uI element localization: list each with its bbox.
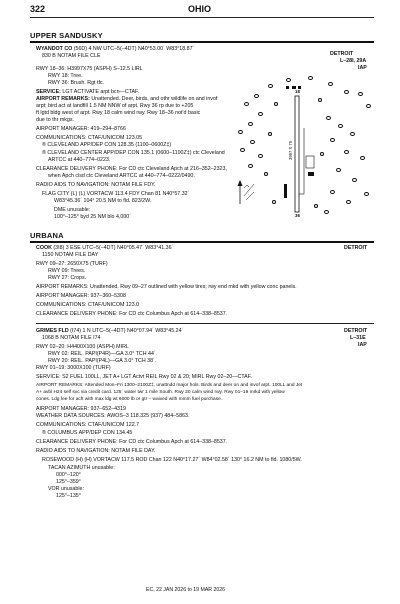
state-title: OHIO [188, 4, 212, 14]
entry-rule [36, 323, 374, 324]
header-rule [30, 17, 374, 18]
approach-icon: ® [42, 142, 46, 148]
approach-icon: ® [42, 430, 46, 436]
tree-icon [318, 98, 322, 102]
tree-icon [274, 102, 278, 106]
runway-main: RWY 18–36: H3997X75 (ASPH) S–12.5 LIRL [36, 66, 143, 72]
tacan-line-1: 000°–120° [56, 472, 81, 478]
obstruction-icon [244, 185, 249, 188]
remarks-label: AIRPORT REMARKS: [36, 96, 90, 102]
elevation-line: 830 B NOTAM FILE CLE [42, 53, 101, 59]
airport-manager: AIRPORT MANAGER: 937–652–4319 [36, 406, 126, 412]
beacon-icon [286, 86, 289, 89]
clearance-line-1: when Apch clsd ctc Cleveland ARTCC at 440–774–0222/0490. [48, 173, 195, 179]
runway-18: RWY 18: Tree. [48, 73, 83, 79]
radio-aids: RADIO AIDS TO NAVIGATION: NOTAM FILE DAY. [36, 448, 156, 454]
clearance-line-0: CLEARANCE DELIVERY PHONE: For CD ctc Cleveland Apch at 216–352–2323, [36, 166, 227, 172]
communications: COMMUNICATIONS: CTAF/UNICOM 123.0 [36, 302, 140, 308]
chart-ref: L–28I, 29A [340, 58, 367, 64]
tree-icon [272, 200, 276, 204]
remarks-line-0: Unattended. Deer, birds, and othr wildlife on and invof [91, 96, 218, 102]
columbus-app: COLUMBUS APP/DEP CON 134.45 [47, 430, 133, 436]
runway-01-19: RWY 01–19: 3000X100 (TURF) [36, 365, 111, 371]
chart-ref: L–31E [350, 335, 366, 341]
building [284, 184, 287, 198]
tacan-line-4: 125°–135° [56, 493, 81, 499]
airport-remarks: AIRPORT REMARKS: Unattended. Rwy 09–27 outlined with yellow tires; rwy end mkd with yellow conc panels. [36, 284, 297, 290]
region: DETROIT [344, 245, 368, 251]
airport-name: WYANDOT CO [36, 46, 73, 52]
remarks-line-2: cones. Ldg fee for acft with max ldg wt 6000 lb or gtr – waived with mmm fuel purchase. [36, 397, 223, 402]
remarks-line-0: AIRPORT REMARKS: Attended Mon–Fri 1300–2100Z‡, unattndd major hols. Birds and deer on and invof arpt. 100LL and Jet [36, 383, 303, 388]
tacan-line-3: VOR unusable: [48, 486, 84, 492]
hangar [308, 172, 314, 176]
cleveland-center: CLEVELAND CENTER APP/DEP CON 135.1 (0600–1100Z‡) ctc Cleveland [47, 150, 225, 156]
airport-name: COOK [36, 245, 52, 251]
iap: IAP [358, 342, 367, 348]
tacan-line-0: TACAN AZIMUTH unusable: [48, 465, 115, 471]
apron [306, 156, 314, 168]
elevation-line: 1068 B NOTAM FILE I74 [42, 335, 101, 341]
rosewood-vortac: ROSEWOOD (H) (H) VORTACW 117.5 ROD Chan 122 N40°17.27´ W84°02.58´ 130° 16.2 NM to fld. 1080/5W. [42, 457, 302, 463]
dme-line-0: DME unusable: [54, 207, 91, 213]
runway-main: RWY 02–20: H4400X100 (ASPH) MIRL [36, 344, 129, 350]
runway-20: RWY 20: REIL. PAPI(P4L)—GA 3.0° TCH 38´. [48, 358, 157, 364]
tacan-line-2: 125°–359° [56, 479, 81, 485]
runway-09: RWY 09: Trees. [48, 268, 86, 274]
runway-27: RWY 27: Crops. [48, 275, 87, 281]
tree-icon [264, 172, 268, 176]
city-urbana: URBANA [30, 231, 64, 240]
weather-data: WEATHER DATA SOURCES: AWOS–3 118.325 (937) 484–5863. [36, 413, 190, 419]
dme-line-1: 100°–125° byd 25 NM blo 4,000´ [54, 214, 131, 220]
remarks-line-2: ft lgtd bldg west of arpt. Rwy 18 calm wind rwy. Rwy 18–36 not'd basic [36, 110, 201, 116]
rwy36-label: 36 [295, 213, 300, 218]
communications: COMMUNICATIONS: CTAF/UNICOM 123.05 [36, 135, 143, 141]
remarks-line-1: A+ avbl H24 self svc via credit card. 125´ water twr 1 mile South. Rwy 20 calm wind rwy. Rwy 01–19 mrkd with yellow [36, 390, 285, 395]
airport-header: (I74) 1 N UTC–5(–4DT) N40°07.94´ W83°45.24´ [70, 328, 184, 334]
city-rule-urbana [30, 241, 374, 243]
cleveland-app: CLEVELAND APP/DEP CON 128.35 (1100–0600Z‡) [47, 142, 172, 148]
airport-manager: AIRPORT MANAGER: 419–294–8766 [36, 126, 126, 132]
tree-icon [268, 132, 272, 136]
footer-effective-date: EC, 22 JAN 2026 to 19 MAR 2026 [146, 587, 226, 593]
runway-18-36 [295, 96, 299, 212]
city-rule-upper-sandusky [30, 41, 374, 43]
airport-header: (56D) 4 NW UTC–5(–4DT) N40°53.00´ W83°18.87´ [73, 46, 195, 52]
airport-manager: AIRPORT MANAGER: 937–360–5308 [36, 293, 126, 299]
clearance: CLEARANCE DELIVERY PHONE: For CD ctc Columbus Apch at 614–338–8537. [36, 311, 228, 317]
communications: COMMUNICATIONS: CTAF/UNICOM 122.7 [36, 422, 140, 428]
cleveland-center-2: ARTCC at 440–774–0223. [48, 157, 111, 163]
radio-aids: RADIO AIDS TO NAVIGATION: NOTAM FILE FDY. [36, 182, 156, 188]
airport-header: (3I8) 3 ESE UTC–5(–4DT) N40°05.47´ W83°41.36´ [53, 245, 174, 251]
region: DETROIT [330, 51, 354, 57]
service-text: LGT ACTIVATE arpt bcn—CTAF. [62, 89, 140, 95]
rwy18-label: 18 [295, 89, 300, 94]
tree-icon [320, 152, 324, 156]
iap: IAP [358, 65, 367, 71]
tree-icon [314, 204, 318, 208]
city-upper-sandusky: UPPER SANDUSKY [30, 31, 103, 40]
runway-36: RWY 36: Brush. Rgt tfc. [48, 80, 105, 86]
service: SERVICE: S2 FUEL 100LL, JET A+ LGT Actvt REIL Rwy 02 & 20; MIRL Rwy 02–20—CTAF. [36, 374, 252, 380]
runway-02: RWY 02: REIL. PAPI(P4R)—GA 3.0° TCH 44´. [48, 351, 158, 357]
clearance: CLEARANCE DELIVERY PHONE: For CD ctc Columbus Apch at 614–338–8537. [36, 439, 228, 445]
elevation-line: 1150 NOTAM FILE DAY [42, 252, 99, 258]
region: DETROIT [344, 328, 368, 334]
page-number: 322 [30, 4, 46, 14]
remarks-line-1: arpt; bird act at landfill 1.5 NM NNW of arpt. Rwy 36 rp due to +205 [36, 103, 194, 109]
service-label: SERVICE: [36, 89, 61, 95]
runway-main: RWY 09–27: 2650X75 (TURF) [36, 261, 108, 267]
flag-city-line-0: FLAG CITY (L) (L) VORTACW 113.4 FDY Chan 81 N40°57.32´ [42, 191, 190, 197]
approach-icon: ® [42, 150, 46, 156]
runway-dimension: 3997 X 75 [288, 140, 293, 160]
remarks-line-3: due to thr mkgs. [36, 117, 74, 123]
flag-city-line-1: W83°45.36´ 104° 20.5 NM to fld. 823/2W. [54, 198, 152, 204]
airport-name: GRIMES FLD [36, 328, 69, 334]
airport-diagram [232, 72, 376, 222]
